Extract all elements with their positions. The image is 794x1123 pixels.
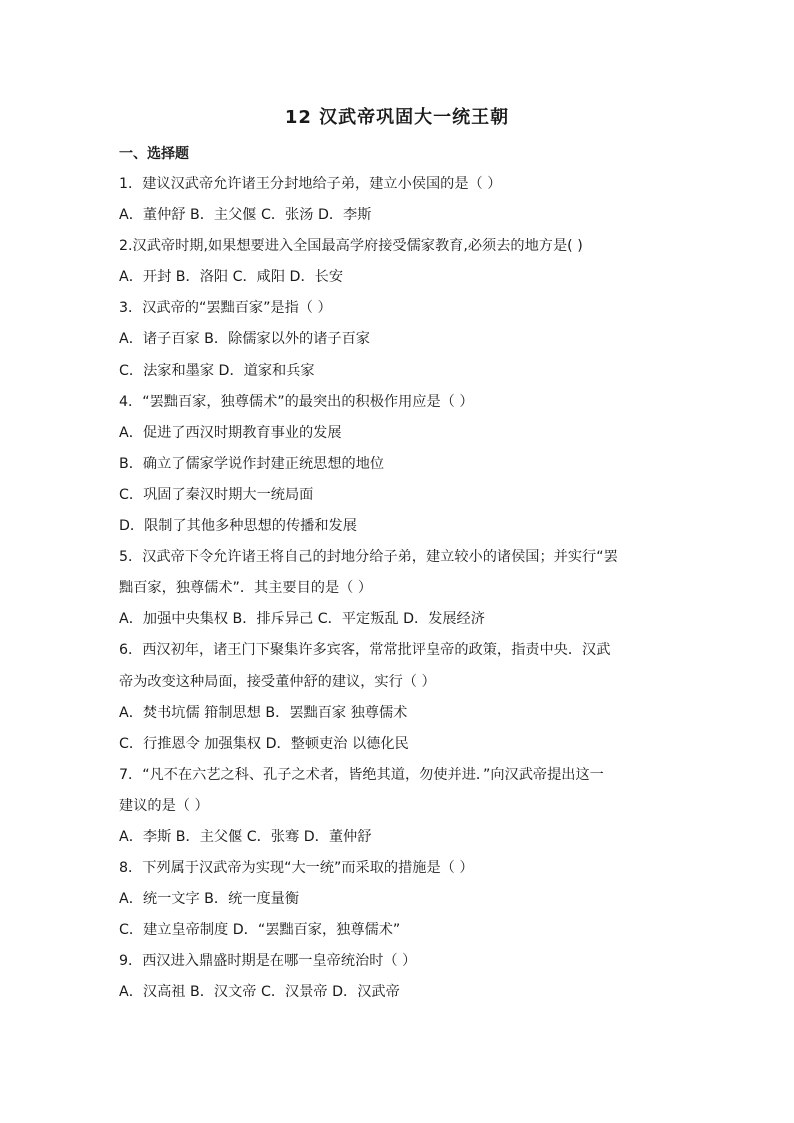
text-line: 4．“罢黜百家，独尊儒术”的最突出的积极作用应是（ ） [119, 393, 474, 410]
text-line: 7．“凡不在六艺之科、孔子之术者，皆绝其道，勿使并进．”向汉武帝提出这一 [119, 766, 604, 783]
section-heading: 一、选择题 [119, 146, 189, 162]
document-title: 12 汉武帝巩固大一统王朝 [284, 107, 510, 128]
question-list [119, 173, 684, 1013]
text-line: 建议的是（ ） [119, 797, 209, 814]
text-line: A．诸子百家 B．除儒家以外的诸子百家 [119, 331, 370, 348]
text-line: C．巩固了秦汉时期大一统局面 [119, 486, 314, 503]
text-line: 6．西汉初年，诸王门下聚集许多宾客，常常批评皇帝的政策，指责中央．汉武 [119, 642, 611, 659]
text-line: 8．下列属于汉武帝为实现“大一统”而采取的措施是（ ） [119, 860, 474, 877]
text-line: A．董仲舒 B．主父偃 C．张汤 D．李斯 [119, 207, 372, 224]
text-line: A．统一文字 B．统一度量衡 [119, 891, 300, 908]
text-line: 黜百家，独尊儒术”．其主要目的是（ ） [119, 580, 373, 597]
text-line: 5．汉武帝下令允许诸王将自己的封地分给子弟，建立较小的诸侯国；并实行“罢 [119, 549, 618, 566]
text-line: B．确立了儒家学说作封建正统思想的地位 [119, 455, 385, 472]
text-line: A．李斯 B．主父偃 C．张骞 D．董仲舒 [119, 828, 372, 845]
text-line: A．汉高祖 B．汉文帝 C．汉景帝 D．汉武帝 [119, 984, 400, 1001]
text-line: 9．西汉进入鼎盛时期是在哪一皇帝统治时（ ） [119, 953, 417, 970]
text-line: C．行推恩令 加强集权 D．整顿吏治 以德化民 [119, 735, 409, 752]
text-line: 帝为改变这种局面，接受董仲舒的建议，实行（ ） [119, 673, 436, 690]
text-line: A．加强中央集权 B．排斥异己 C．平定叛乱 D．发展经济 [119, 611, 485, 628]
text-line: A．焚书坑儒 箝制思想 B．罢黜百家 独尊儒术 [119, 704, 408, 721]
text-line: D．限制了其他多种思想的传播和发展 [119, 518, 357, 535]
text-line: A．促进了西汉时期教育事业的发展 [119, 424, 342, 441]
text-line: 2.汉武帝时期,如果想要进入全国最高学府接受儒家教育,必须去的地方是( ) [119, 238, 583, 255]
text-line: A．开封 B．洛阳 C．咸阳 D．长安 [119, 269, 344, 286]
text-line: C．建立皇帝制度 D．“罢黜百家，独尊儒术” [119, 922, 401, 939]
text-line: C．法家和墨家 D．道家和兵家 [119, 362, 315, 379]
text-line: 3．汉武帝的“罢黜百家”是指（ ） [119, 300, 332, 317]
text-line: 1．建议汉武帝允许诸王分封地给子弟，建立小侯国的是（ ） [119, 176, 502, 192]
